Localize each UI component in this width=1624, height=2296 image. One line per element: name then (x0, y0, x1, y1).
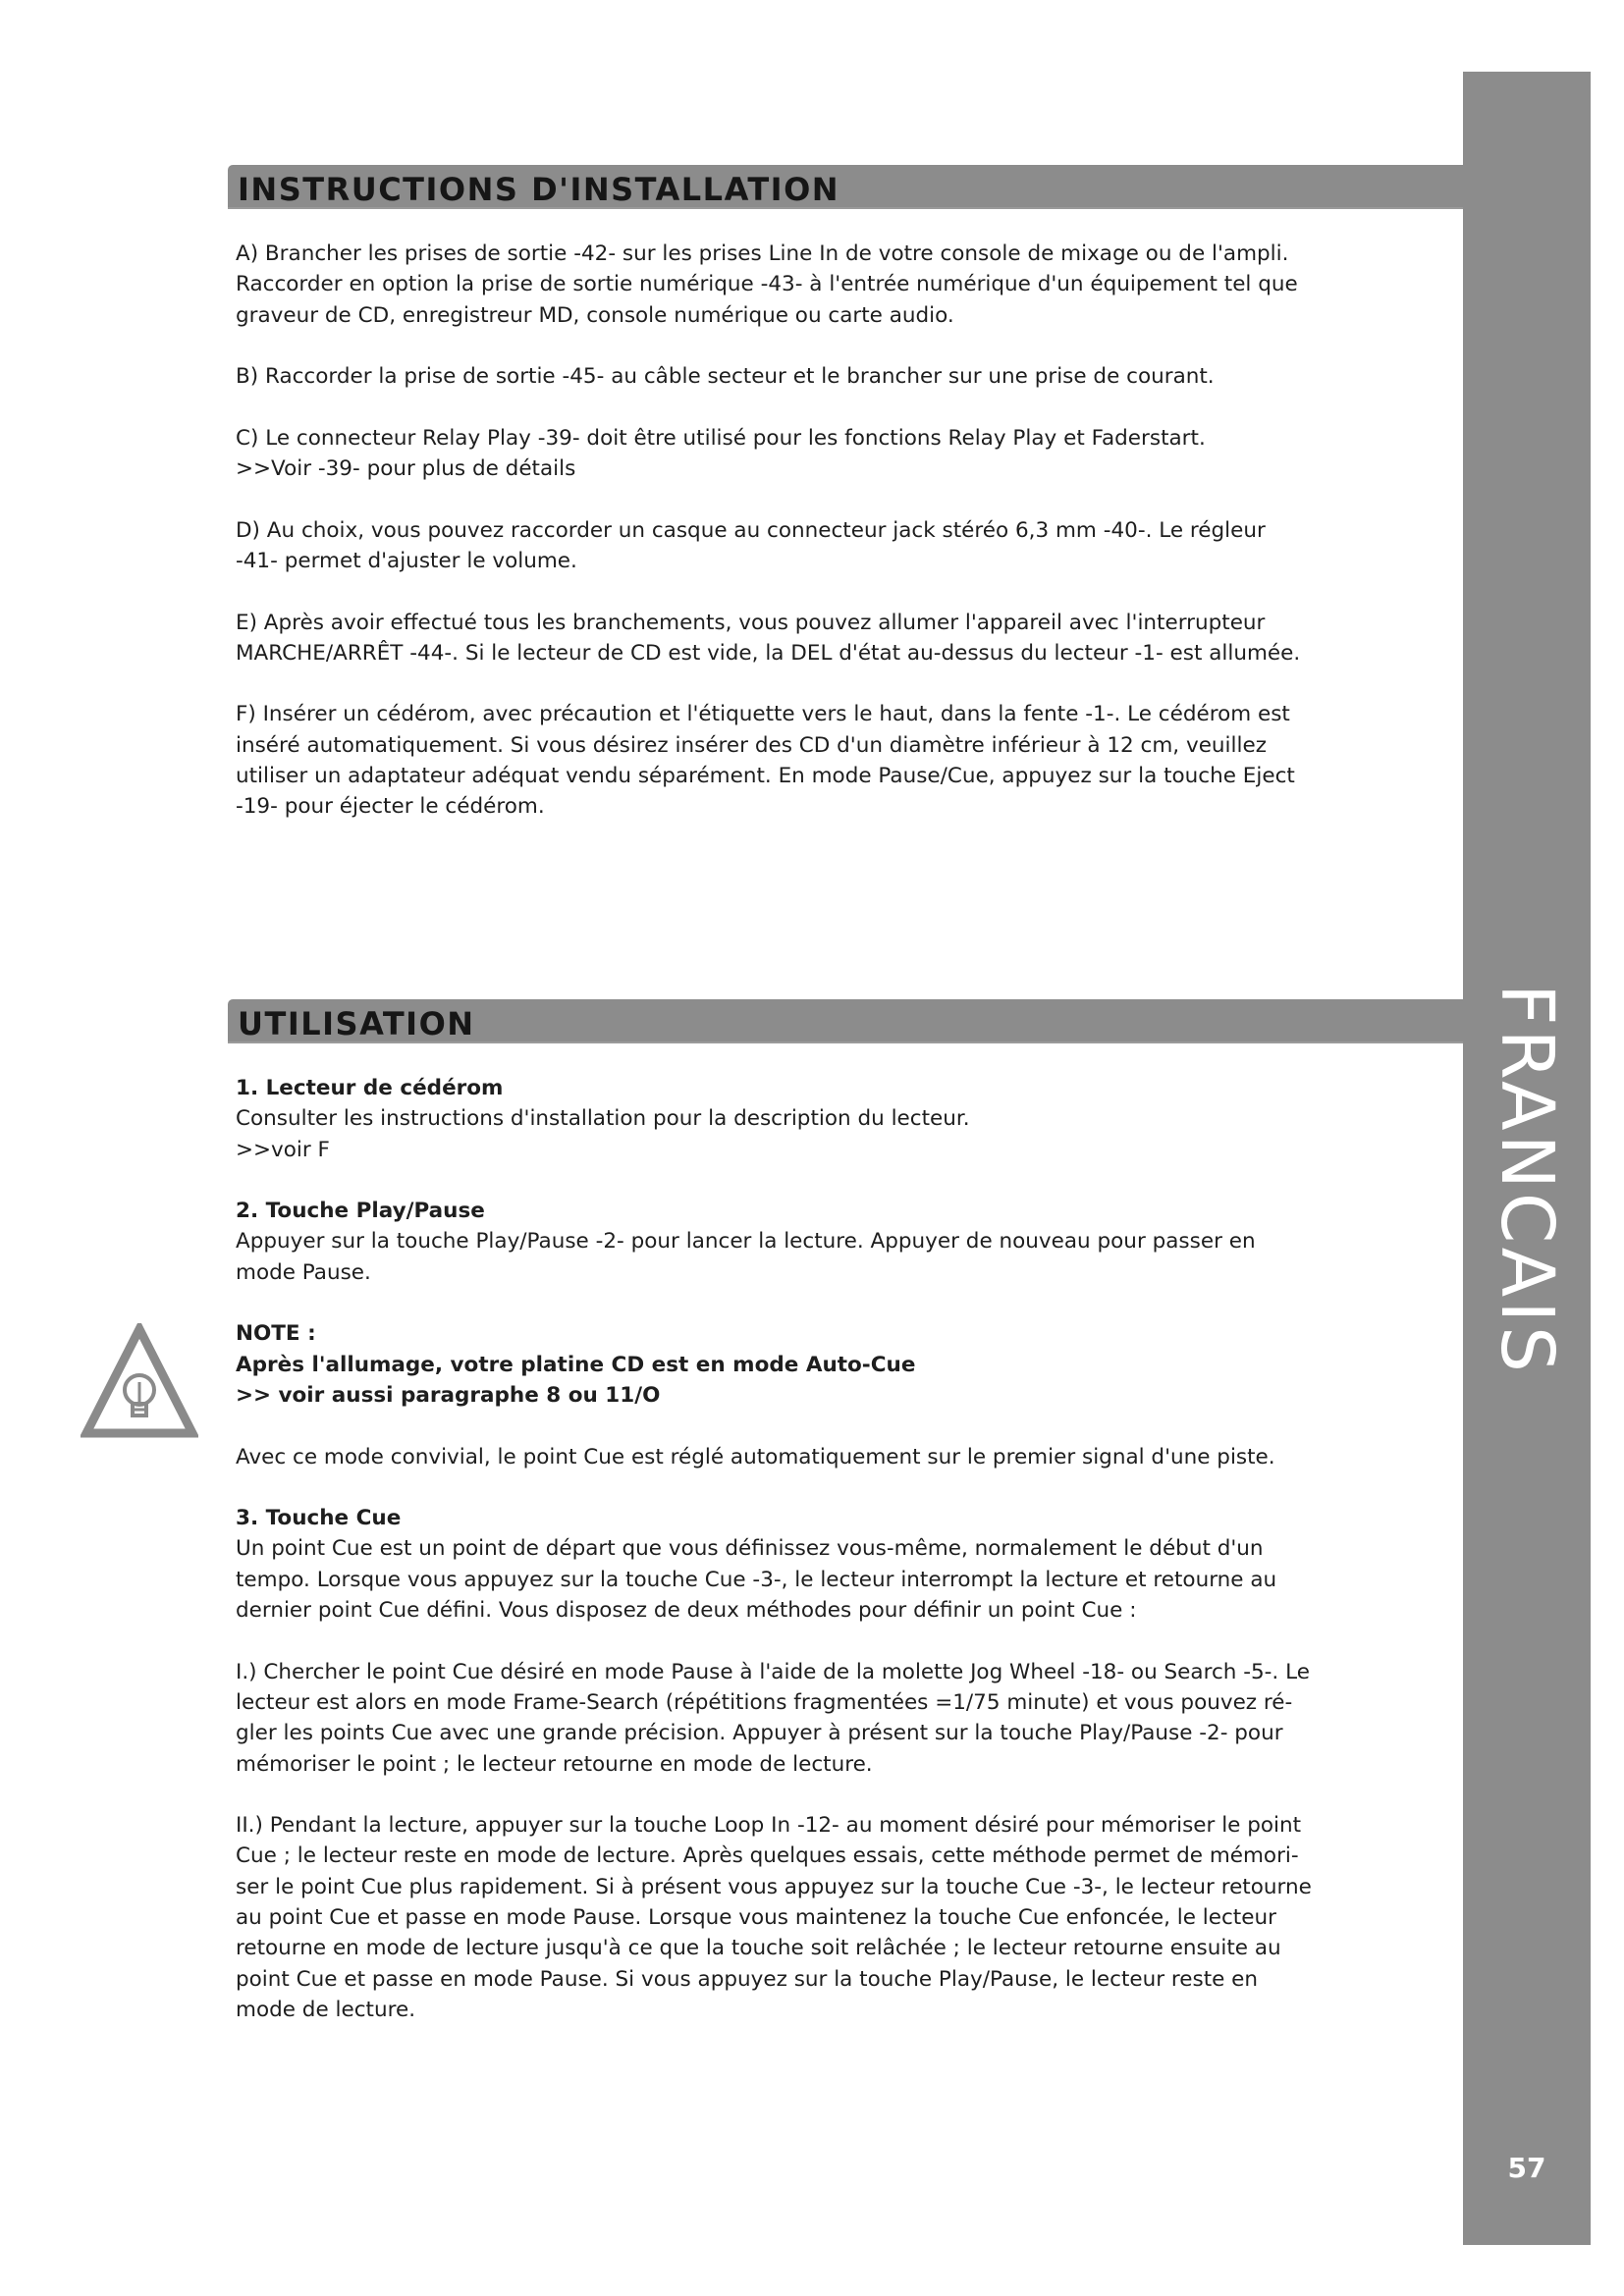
text-line: graveur de CD, enregistreur MD, console numérique ou carte audio. (236, 302, 954, 328)
installation-step-a (236, 239, 1335, 331)
text-line: B) Raccorder la prise de sortie -45- au câble secteur et le brancher sur une prise de courant. (236, 364, 1215, 390)
installation-section-bar (228, 165, 1465, 208)
warning-bulb-icon (81, 1323, 198, 1439)
text-line: Raccorder en option la prise de sortie numérique -43- à l'entrée numérique d'un équipement tel que (236, 272, 1298, 297)
text-line: C) Le connecteur Relay Play -39- doit être utilisé pour les fonctions Relay Play et Faderstart. (236, 425, 1206, 451)
text-line: mode de lecture. (236, 1997, 416, 2022)
text-line: Cue ; le lecteur reste en mode de lecture. Après quelques essais, cette méthode permet de mémori- (236, 1843, 1299, 1869)
section-heading: 3. Touche Cue (236, 1506, 402, 1531)
page-number: 57 (1507, 2152, 1546, 2184)
text-line: A) Brancher les prises de sortie -42- sur les prises Line In de votre console de mixage ou de l'ampli. (236, 241, 1289, 266)
installation-step-c (236, 423, 1335, 485)
language-label-container (1463, 925, 1591, 1435)
installation-step-e (236, 608, 1335, 669)
text-line: gler les points Cue avec une grande précision. Appuyer à présent sur la touche Play/Pause -2- pour (236, 1721, 1283, 1746)
cue-method-1 (236, 1657, 1335, 1780)
note-explanation (236, 1442, 1335, 1472)
note-label: NOTE : (236, 1321, 316, 1347)
text-line: I.) Chercher le point Cue désiré en mode Pause à l'aide de la molette Jog Wheel -18- ou Search -5-. Le (236, 1659, 1310, 1684)
text-line: E) Après avoir effectué tous les branchements, vous pouvez allumer l'appareil avec l'interrupteur (236, 610, 1266, 635)
utilisation-body (236, 1073, 1335, 2056)
text-line: >>voir F (236, 1137, 330, 1162)
text-line: >>Voir -39- pour plus de détails (236, 456, 576, 482)
section-heading: 2. Touche Play/Pause (236, 1199, 485, 1224)
installation-divider (228, 207, 1463, 209)
text-line: retourne en mode de lecture jusqu'à ce que la touche soit relâchée ; le lecteur retourne ensuite au (236, 1936, 1281, 1961)
text-line: Consulter les instructions d'installation pour la description du lecteur. (236, 1106, 970, 1132)
text-line: inséré automatiquement. Si vous désirez insérer des CD d'un diamètre inférieur à 12 cm, veuillez (236, 732, 1267, 758)
text-line: utiliser un adaptateur adéquat vendu séparément. En mode Pause/Cue, appuyez sur la touche Eject (236, 764, 1295, 789)
text-line: MARCHE/ARRÊT -44-. Si le lecteur de CD est vide, la DEL d'état au-dessus du lecteur -1- est allumée. (236, 640, 1301, 666)
installation-body (236, 239, 1335, 853)
text-line: mode Pause. (236, 1259, 371, 1285)
installation-step-b (236, 361, 1335, 392)
cue-method-2 (236, 1810, 1335, 2025)
utilisation-section-bar (228, 999, 1465, 1042)
installation-step-d (236, 515, 1335, 577)
text-line: lecteur est alors en mode Frame-Search (répétitions fragmentées =1/75 minute) et vous pouvez ré- (236, 1689, 1293, 1715)
language-label: FRANCAIS (1485, 983, 1569, 1377)
text-line: dernier point Cue défini. Vous disposez de deux méthodes pour définir un point Cue : (236, 1598, 1137, 1624)
text-line: -41- permet d'ajuster le volume. (236, 548, 577, 573)
text-line: mémoriser le point ; le lecteur retourne en mode de lecture. (236, 1751, 873, 1777)
utilisation-title: UTILISATION (238, 1005, 475, 1042)
text-line: D) Au choix, vous pouvez raccorder un casque au connecteur jack stéréo 6,3 mm -40-. Le régleur (236, 517, 1266, 543)
installation-title: INSTRUCTIONS D'INSTALLATION (238, 171, 840, 208)
lecteur-section (236, 1073, 1335, 1165)
play-pause-section (236, 1196, 1335, 1288)
note-block (236, 1318, 1335, 1411)
text-line: II.) Pendant la lecture, appuyer sur la touche Loop In -12- au moment désiré pour mémoriser le point (236, 1813, 1302, 1839)
text-line: au point Cue et passe en mode Pause. Lorsque vous maintenez la touche Cue enfoncée, le lecteur (236, 1905, 1276, 1931)
text-line: ser le point Cue plus rapidement. Si à présent vous appuyez sur la touche Cue -3-, le lecteur retourne (236, 1874, 1312, 1899)
note-text: Après l'allumage, votre platine CD est en mode Auto-Cue (236, 1352, 916, 1377)
cue-section (236, 1503, 1335, 1626)
text-line: Appuyer sur la touche Play/Pause -2- pour lancer la lecture. Appuyer de nouveau pour passer en (236, 1229, 1256, 1255)
text-line: F) Insérer un cédérom, avec précaution et l'étiquette vers le haut, dans la fente -1-. Le cédérom est (236, 702, 1290, 727)
text-line: Avec ce mode convivial, le point Cue est réglé automatiquement sur le premier signal d'une piste. (236, 1444, 1275, 1469)
utilisation-divider (228, 1041, 1463, 1043)
text-line: Un point Cue est un point de départ que vous définissez vous-même, normalement le début d'un (236, 1536, 1264, 1562)
text-line: tempo. Lorsque vous appuyez sur la touche Cue -3-, le lecteur interrompt la lecture et retourne au (236, 1567, 1277, 1592)
note-reference: >> voir aussi paragraphe 8 ou 11/O (236, 1382, 661, 1408)
text-line: point Cue et passe en mode Pause. Si vous appuyez sur la touche Play/Pause, le lecteur reste en (236, 1966, 1259, 1992)
text-line: -19- pour éjecter le cédérom. (236, 794, 545, 820)
installation-step-f (236, 699, 1335, 822)
section-heading: 1. Lecteur de cédérom (236, 1076, 504, 1100)
